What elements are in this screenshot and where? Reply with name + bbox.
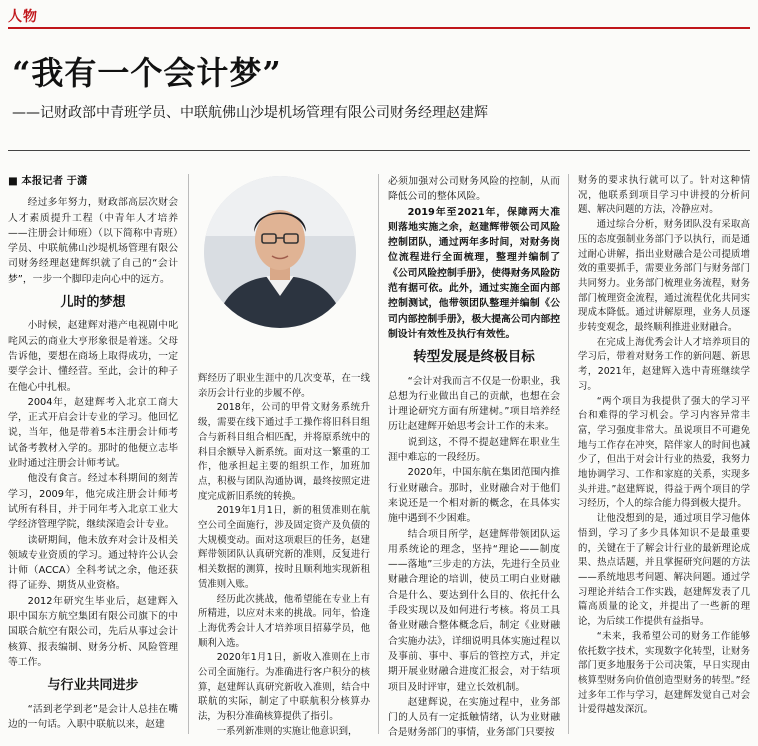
- portrait-photo: [204, 176, 356, 328]
- paragraph: 他没有食言。经过本科期间的刻苦学习，2009年，他完成注册会计师考试所有科目，并于同年考入北京工业大学经济管理学院，继续深造会计专业。: [8, 473, 178, 531]
- paragraph: “会计对我而言不仅是一份职业，我总想为行业做出自己的贡献，也想在会计理论研究方面有所建树。”项目培养经历让赵建辉开始思考会计工作的未来。: [388, 375, 560, 433]
- paragraph: 读研期间，他未放弃对会计及相关领域专业资质的学习。通过特许公认会计师（ACCA）全科考试之余，他还获得了证券、期货从业资格。: [8, 534, 178, 592]
- paragraph: “两个项目为我提供了强大的学习平台和难得的学习机会。学习内容异常丰富，学习强度非常大。虽说项目不可避免地与工作存在冲突，陪伴家人的时间也减少了，但出于对会计行业的热爱，我努力地协调学习、工作和家庭的关系，实现多头并进。”赵建辉说，得益于两个项目的学习经历，个人的综合能力得到极大提升。: [578, 395, 750, 510]
- article-column-2: [198, 372, 370, 740]
- header-divider: [8, 150, 750, 151]
- paragraph: 2020年1月1日，新收入准则在上市公司全面施行。为准确进行客户积分的核算，赵建辉认真研究新收入准则，结合中联航的实际，制定了中联航积分核算办法，为积分准确核算提供了指引。: [198, 652, 370, 723]
- paragraph: 辉经历了职业生涯中的几次变革，在一线亲历会计行业的步履不停。: [198, 373, 370, 399]
- paragraph: 2004年，赵建辉考入北京工商大学，正式开启会计专业的学习。他回忆说，当年，他是带着5本注册会计师考试备考教材入学的。那时的他便立志毕业时通过注册会计师考试。: [8, 396, 178, 470]
- paragraph: 必须加强对公司财务风险的控制，从而降低公司的整体风险。: [388, 176, 560, 203]
- headline: “我有一个会计梦”: [12, 54, 282, 92]
- paragraph: “活到老学到老”是会计人总挂在嘴边的一句话。入职中联航以来，赵建: [8, 703, 178, 730]
- article-column-1: [8, 174, 178, 732]
- paragraph: 在完成上海优秀会计人才培养项目的学习后，带着对财务工作的新问题、新思考，2021年，赵建辉入选中青班继续学习。: [578, 336, 750, 392]
- portrait-illustration: [204, 176, 356, 328]
- paragraph: 经历此次挑战，他希望能在专业上有所精进，以应对未来的挑战。同年，恰逢上海优秀会计人才培养项目招募学员，他顺利入选。: [198, 593, 370, 649]
- paragraph: 结合项目所学，赵建辉带领团队运用系统论的理念，坚持“理论——制度——落地”三步走的方法，先进行全员业财融合理论的培训，使员工明白业财融合是什么、要达到什么目的、依托什么手段实现以及如何进行考核。将员工具备业财融合整体概念后，制定《业财融合实施办法》，详细说明具体实施过程以及事前、事中、事后的管控方式，并定期开展业财融合进度汇报会，对于结项项目及时评审，建立长效机制。: [388, 528, 560, 693]
- column-divider: [188, 174, 189, 734]
- subheadline: ——记财政部中青班学员、中联航佛山沙堤机场管理有限公司财务经理赵建辉: [12, 105, 488, 121]
- article-column-4: [578, 174, 750, 718]
- paragraph: 2019年至2021年，保障两大准则落地实施之余，赵建辉带领公司风险控制团队，通过两年多时间，对财务岗位流程进行全面梳理，整理并编制了《公司风险控制手册》，使得财务风险防范有据可依。此外，通过实施全面内部控制测试，他带领团队整理并编制《公司内部控制手册》，极大提高公司内部控制设计有效性及执行有效性。: [388, 206, 560, 340]
- column-divider: [568, 174, 569, 734]
- article-column-3: [388, 174, 560, 741]
- column-divider: [378, 174, 379, 734]
- section-tag: 人物: [8, 9, 38, 25]
- intro-paragraph: 经过多年努力，财政部高层次财会人才素质提升工程（中青年人才培养——注册会计师班）（以下简称中青班）学员、中联航佛山沙堤机场管理有限公司财务经理赵建辉织就了自己的“会计梦”，一步一个脚印走向心中的远方。: [8, 197, 178, 285]
- paragraph: 2020年，中国东航在集团范围内推行业财融合。那时，业财融合对于他们来说还是一个相对新的概念，在具体实施中遇到不少困难。: [388, 467, 560, 525]
- paragraph: 让他没想到的是，通过项目学习他体悟到，学习了多少具体知识不是最重要的，关键在于了解会计行业的最新理论成果、热点话题，并且掌握研究问题的方法——系统地思考问题、解决问题。通过学习理论并结合工作实践，赵建辉发表了几篇高质量的论文，并提出了一些新的理论，为后续工作提供有益指导。: [578, 513, 750, 628]
- paragraph: 2019年1月1日，新的租赁准则在航空公司全面施行，涉及固定资产及负债的大规模变动。面对这项艰巨的任务，赵建辉带领团队认真研究新的准则，反复进行相关数据的测算，按时且顺利地实现新租赁准则入账。: [198, 505, 370, 590]
- paragraph: 说到这，不得不提赵建辉在职业生涯中难忘的一段经历。: [388, 436, 560, 464]
- paragraph: 通过综合分析，财务团队没有采取高压的态度强制业务部门予以执行，而是通过耐心讲解，指出业财融合是公司提质增效的重要抓手，需要业务部门与财务部门共同努力。业务部门梳理业务流程，财务部门梳理资金流程，通过流程优化共同实现成本降低。通过讲解原理，业务人员逐步转变观念，最终顺利推进业财融合。: [578, 219, 750, 334]
- paragraph: 财务的要求执行就可以了。针对这种情况，他联系到项目学习中讲授的分析问题、解决问题的方法，冷静应对。: [578, 175, 750, 216]
- section-rule: [8, 27, 750, 29]
- byline: ■ 本报记者 于潇: [8, 175, 88, 187]
- paragraph: “未来，我希望公司的财务工作能够依托数字技术，实现数字化转型，让财务部门更多地服务于公司决策，早日实现由核算型财务向价值创造型财务的转型。”经过多年工作与学习，赵建辉发觉自己对会计爱得越发深沉。: [578, 630, 750, 716]
- section-heading-progress-with-industry: 与行业共同进步: [47, 678, 139, 694]
- paragraph: 2018年，公司的甲骨文财务系统升级，需要在线下通过手工操作将旧科目组合与新科目组合相匹配，并将原系统中的科目余额导入新系统。面对这一繁重的工作，他承担起主要的组织工作，加班加点，积极与团队沟通协调，最终按照定进度完成新旧系统的转换。: [198, 402, 370, 502]
- section-heading-childhood-dream: 儿时的梦想: [60, 295, 126, 311]
- paragraph: 赵建辉说，在实施过程中，业务部门的人员有一定抵触情绪，认为业财融合是财务部门的事情，业务部门只要按: [388, 696, 560, 739]
- paragraph: 小时候，赵建辉对港产电视剧中叱咤风云的商业大亨形象很是着迷。父母告诉他，要想在商场上取得成功，一定要学会计、懂经营。至此，会计的种子在他心中扎根。: [8, 320, 178, 393]
- paragraph: 一系列新准则的实施让他意识到，: [216, 725, 358, 737]
- paragraph: 2012年研究生毕业后，赵建辉入职中国东方航空集团有限公司旗下的中国联合航空有限公司，先后从事过会计核算、报表编制、财务分析、风险管理等工作。: [8, 595, 178, 668]
- section-heading-transformation: 转型发展是终极目标: [413, 349, 535, 366]
